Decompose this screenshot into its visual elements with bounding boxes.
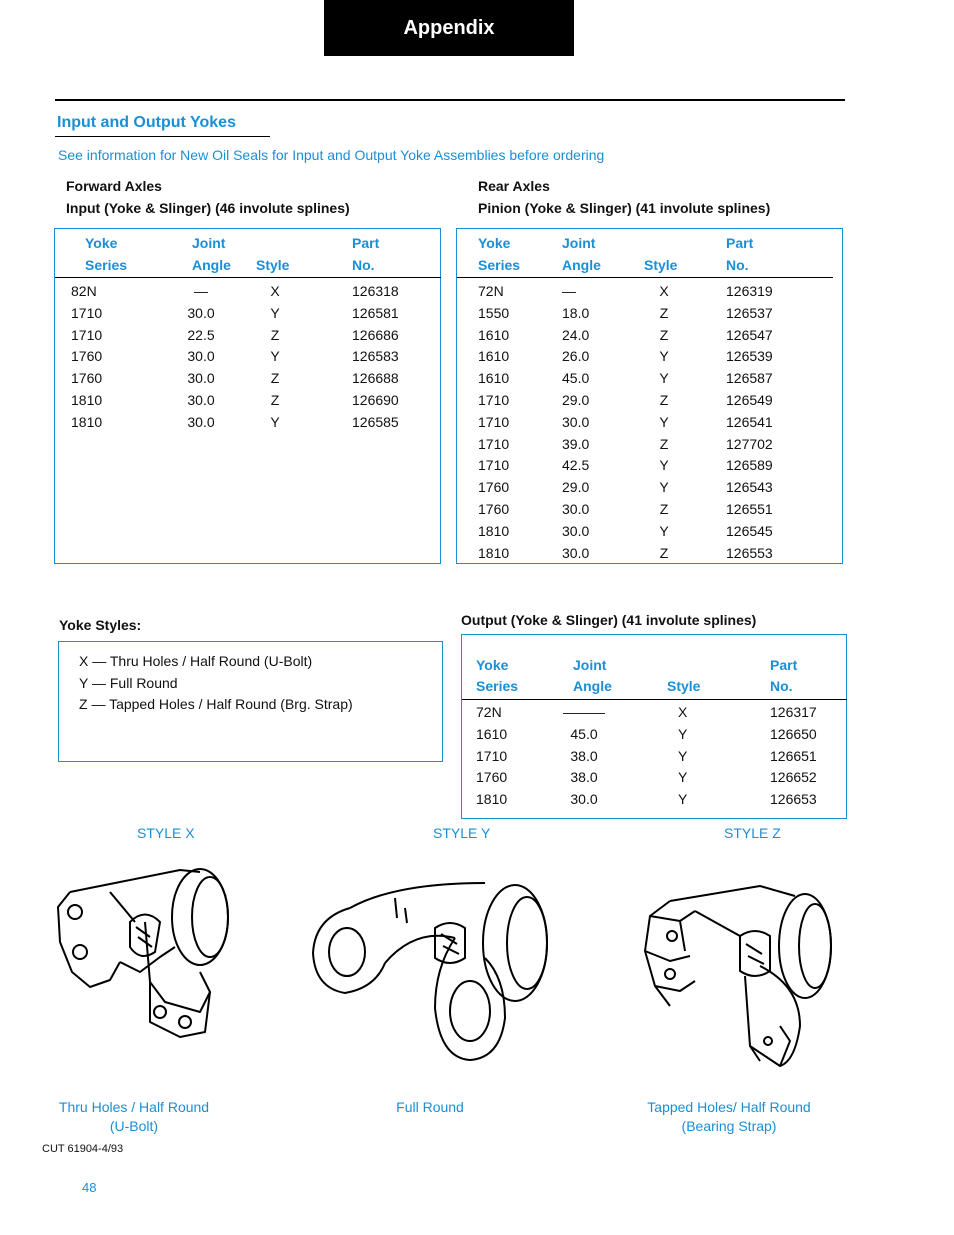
col-header-style: Style: [667, 678, 701, 694]
style-z-caption-line1: Tapped Holes/ Half Round: [647, 1099, 811, 1115]
cell-style: Y: [270, 348, 280, 365]
table-row: [71, 346, 431, 368]
section-title: Input and Output Yokes: [57, 114, 236, 131]
cell-part-number: 126543: [726, 479, 773, 496]
cell-style: Y: [270, 413, 280, 430]
rear-axles-table: [456, 228, 843, 564]
cell-series: 72N: [478, 283, 504, 299]
table-row: [478, 303, 838, 325]
cell-angle: 30.0: [187, 391, 215, 408]
table-row: [71, 390, 431, 412]
yoke-style-y-drawing: [305, 868, 555, 1068]
cell-style: Y: [659, 348, 669, 365]
forward-axles-title: Forward Axles: [66, 178, 162, 194]
yoke-style-x: X — Thru Holes / Half Round (U-Bolt): [79, 653, 313, 669]
cell-angle: 30.0: [562, 500, 590, 517]
table-row: [478, 477, 838, 499]
cell-series: 1760: [71, 348, 103, 365]
forward-rows: [71, 281, 431, 434]
table-row: [478, 434, 838, 456]
table-row: [476, 746, 836, 768]
table-row: [478, 368, 838, 390]
cell-style: Z: [659, 304, 669, 321]
cell-style: Y: [659, 457, 669, 474]
cell-style: Y: [678, 747, 688, 764]
style-x-caption: [34, 1098, 234, 1136]
table-row: [71, 325, 431, 347]
cell-style: Y: [678, 769, 688, 786]
section-underline: [55, 136, 270, 137]
table-row: [478, 521, 838, 543]
table-row: [71, 303, 431, 325]
cell-angle: 24.0: [562, 326, 590, 343]
table-row: [71, 368, 431, 390]
output-title: Output (Yoke & Slinger) (41 involute splines): [461, 612, 757, 628]
style-y-label: STYLE Y: [433, 825, 491, 841]
ordering-note: See information for New Oil Seals for Input and Output Yoke Assemblies before ordering: [58, 147, 605, 163]
cell-angle: 39.0: [562, 435, 590, 452]
table-row: [476, 702, 836, 724]
cell-part-number: 126583: [352, 348, 399, 365]
cell-series: 1710: [476, 747, 508, 764]
cell-part-number: 126652: [770, 769, 817, 786]
output-table: [461, 634, 847, 819]
cell-part-number: 126551: [726, 500, 773, 517]
style-x-caption-line2: (U-Bolt): [109, 1118, 159, 1134]
cell-style: Z: [659, 500, 669, 517]
cell-part-number: 126688: [352, 370, 399, 387]
col-header-part: Part: [770, 657, 798, 673]
cell-part-number: 126549: [726, 391, 773, 408]
cell-style: Y: [270, 304, 280, 321]
col-header-series: Series: [476, 678, 519, 694]
cell-series: 1760: [71, 370, 103, 387]
forward-axles-table: [54, 228, 441, 564]
cell-angle: 29.0: [562, 391, 590, 408]
col-header-part: Part: [726, 235, 754, 251]
yoke-style-z: Z — Tapped Holes / Half Round (Brg. Strap): [79, 696, 353, 712]
cell-part-number: 126589: [726, 457, 773, 474]
cell-angle: 30.0: [562, 413, 590, 430]
header-rule: [462, 699, 847, 700]
col-header-yoke: Yoke: [478, 235, 511, 251]
cell-angle: 30.0: [187, 370, 215, 387]
cell-angle: 30.0: [187, 413, 215, 430]
cell-series: 1610: [476, 725, 508, 742]
table-row: [476, 767, 836, 789]
cell-part-number: 126651: [770, 747, 817, 764]
cell-part-number: 126690: [352, 391, 399, 408]
cell-angle: 18.0: [562, 304, 590, 321]
col-header-angle: Angle: [573, 678, 612, 694]
table-row: [478, 412, 838, 434]
col-header-angle: Angle: [192, 257, 231, 273]
cell-style: Z: [659, 326, 669, 343]
cut-number: CUT 61904-4/93: [42, 1143, 124, 1155]
cell-style: Z: [659, 544, 669, 561]
cell-part-number: 126585: [352, 413, 399, 430]
cell-part-number: 126537: [726, 304, 773, 321]
cell-angle: 30.0: [562, 522, 590, 539]
col-header-style: Style: [644, 257, 678, 273]
cell-part-number: 126686: [352, 326, 399, 343]
cell-style: Z: [659, 435, 669, 452]
cell-part-number: 126650: [770, 725, 817, 742]
rear-axles-subtitle: Pinion (Yoke & Slinger) (41 involute splines): [478, 200, 771, 216]
col-header-joint: Joint: [562, 235, 596, 251]
cell-style: Z: [270, 370, 280, 387]
cell-series: 1550: [478, 304, 510, 321]
cell-style: Y: [659, 522, 669, 539]
col-header-part: Part: [352, 235, 380, 251]
cell-series: 1710: [478, 391, 510, 408]
table-row: [478, 390, 838, 412]
cell-angle: 38.0: [570, 747, 598, 764]
cell-angle: 30.0: [187, 348, 215, 365]
cell-angle: 45.0: [570, 725, 598, 742]
col-header-series: Series: [85, 257, 128, 273]
yoke-style-z-drawing: [640, 876, 840, 1076]
cell-angle: 30.0: [187, 304, 215, 321]
cell-part-number: 126317: [770, 704, 817, 720]
cell-angle: 38.0: [570, 769, 598, 786]
rear-axles-title: Rear Axles: [478, 178, 550, 194]
cell-style: Y: [659, 479, 669, 496]
cell-style: Y: [678, 725, 688, 742]
style-x-caption-line1: Thru Holes / Half Round: [58, 1099, 210, 1115]
cell-style: Z: [659, 391, 669, 408]
cell-series: 1610: [478, 370, 510, 387]
cell-series: 1710: [71, 326, 103, 343]
cell-series: 1710: [71, 304, 103, 321]
cell-part-number: 126318: [352, 283, 399, 299]
style-z-caption-line2: (Bearing Strap): [681, 1118, 777, 1134]
cell-angle: 45.0: [562, 370, 590, 387]
cell-series: 1610: [478, 326, 510, 343]
cell-angle: 29.0: [562, 479, 590, 496]
style-y-caption-line1: Full Round: [396, 1099, 464, 1115]
header-rule: [457, 277, 833, 278]
cell-series: 82N: [71, 283, 97, 299]
table-row: [478, 543, 838, 565]
table-row: [71, 412, 431, 434]
style-y-caption: [330, 1098, 530, 1117]
cell-series: 1710: [478, 413, 510, 430]
cell-part-number: 126547: [726, 326, 773, 343]
col-header-yoke: Yoke: [476, 657, 509, 673]
col-header-no: No.: [726, 257, 749, 273]
cell-style: Z: [270, 326, 280, 343]
cell-angle: 30.0: [562, 544, 590, 561]
output-rows: [476, 702, 836, 811]
col-header-joint: Joint: [192, 235, 226, 251]
table-row: [478, 346, 838, 368]
col-header-no: No.: [352, 257, 375, 273]
table-row: [71, 281, 431, 303]
table-row: [478, 499, 838, 521]
cell-angle: —: [562, 283, 576, 299]
cell-part-number: 126553: [726, 544, 773, 561]
cell-part-number: 126541: [726, 413, 773, 430]
style-z-label: STYLE Z: [724, 825, 781, 841]
page-number: 48: [82, 1180, 97, 1195]
cell-style: Y: [659, 413, 669, 430]
cell-angle: 22.5: [187, 326, 215, 343]
yoke-style-y: Y — Full Round: [79, 675, 178, 691]
cell-style: Z: [270, 391, 280, 408]
cell-part-number: 126653: [770, 791, 817, 808]
cell-series: 1810: [71, 413, 103, 430]
table-row: [478, 325, 838, 347]
yoke-styles-title: Yoke Styles:: [59, 617, 142, 633]
col-header-series: Series: [478, 257, 521, 273]
cell-part-number: 126319: [726, 283, 773, 299]
cell-series: 1710: [478, 457, 510, 474]
col-header-yoke: Yoke: [85, 235, 118, 251]
cell-angle: —: [194, 283, 208, 299]
cell-style: Y: [678, 791, 688, 808]
cell-series: 1760: [478, 500, 510, 517]
yoke-styles-box: [58, 641, 443, 762]
col-header-no: No.: [770, 678, 793, 694]
col-header-style: Style: [256, 257, 290, 273]
cell-angle: 26.0: [562, 348, 590, 365]
cell-angle: ———: [563, 704, 605, 720]
cell-angle: 30.0: [570, 791, 598, 808]
cell-part-number: 127702: [726, 435, 773, 452]
cell-part-number: 126581: [352, 304, 399, 321]
cell-series: 72N: [476, 704, 502, 720]
rear-rows: [478, 281, 838, 564]
table-row: [478, 281, 838, 303]
cell-series: 1810: [478, 522, 510, 539]
cell-series: 1710: [478, 435, 510, 452]
cell-style: X: [270, 283, 280, 299]
table-row: [476, 724, 836, 746]
cell-style: X: [659, 283, 669, 299]
yoke-style-x-drawing: [50, 862, 240, 1052]
cell-style: Y: [659, 370, 669, 387]
cell-part-number: 126545: [726, 522, 773, 539]
cell-series: 1760: [478, 479, 510, 496]
table-row: [476, 789, 836, 811]
appendix-tab: Appendix: [324, 0, 574, 56]
cell-style: X: [678, 704, 688, 720]
cell-series: 1810: [476, 791, 508, 808]
cell-series: 1760: [476, 769, 508, 786]
cell-series: 1810: [71, 391, 103, 408]
col-header-angle: Angle: [562, 257, 601, 273]
cell-angle: 42.5: [562, 457, 590, 474]
cell-series: 1610: [478, 348, 510, 365]
col-header-joint: Joint: [573, 657, 607, 673]
cell-part-number: 126587: [726, 370, 773, 387]
cell-part-number: 126539: [726, 348, 773, 365]
header-rule: [55, 277, 441, 278]
table-row: [478, 455, 838, 477]
cell-series: 1810: [478, 544, 510, 561]
top-rule: [55, 99, 845, 101]
forward-axles-subtitle: Input (Yoke & Slinger) (46 involute splines): [66, 200, 350, 216]
style-x-label: STYLE X: [137, 825, 195, 841]
style-z-caption: [629, 1098, 829, 1136]
